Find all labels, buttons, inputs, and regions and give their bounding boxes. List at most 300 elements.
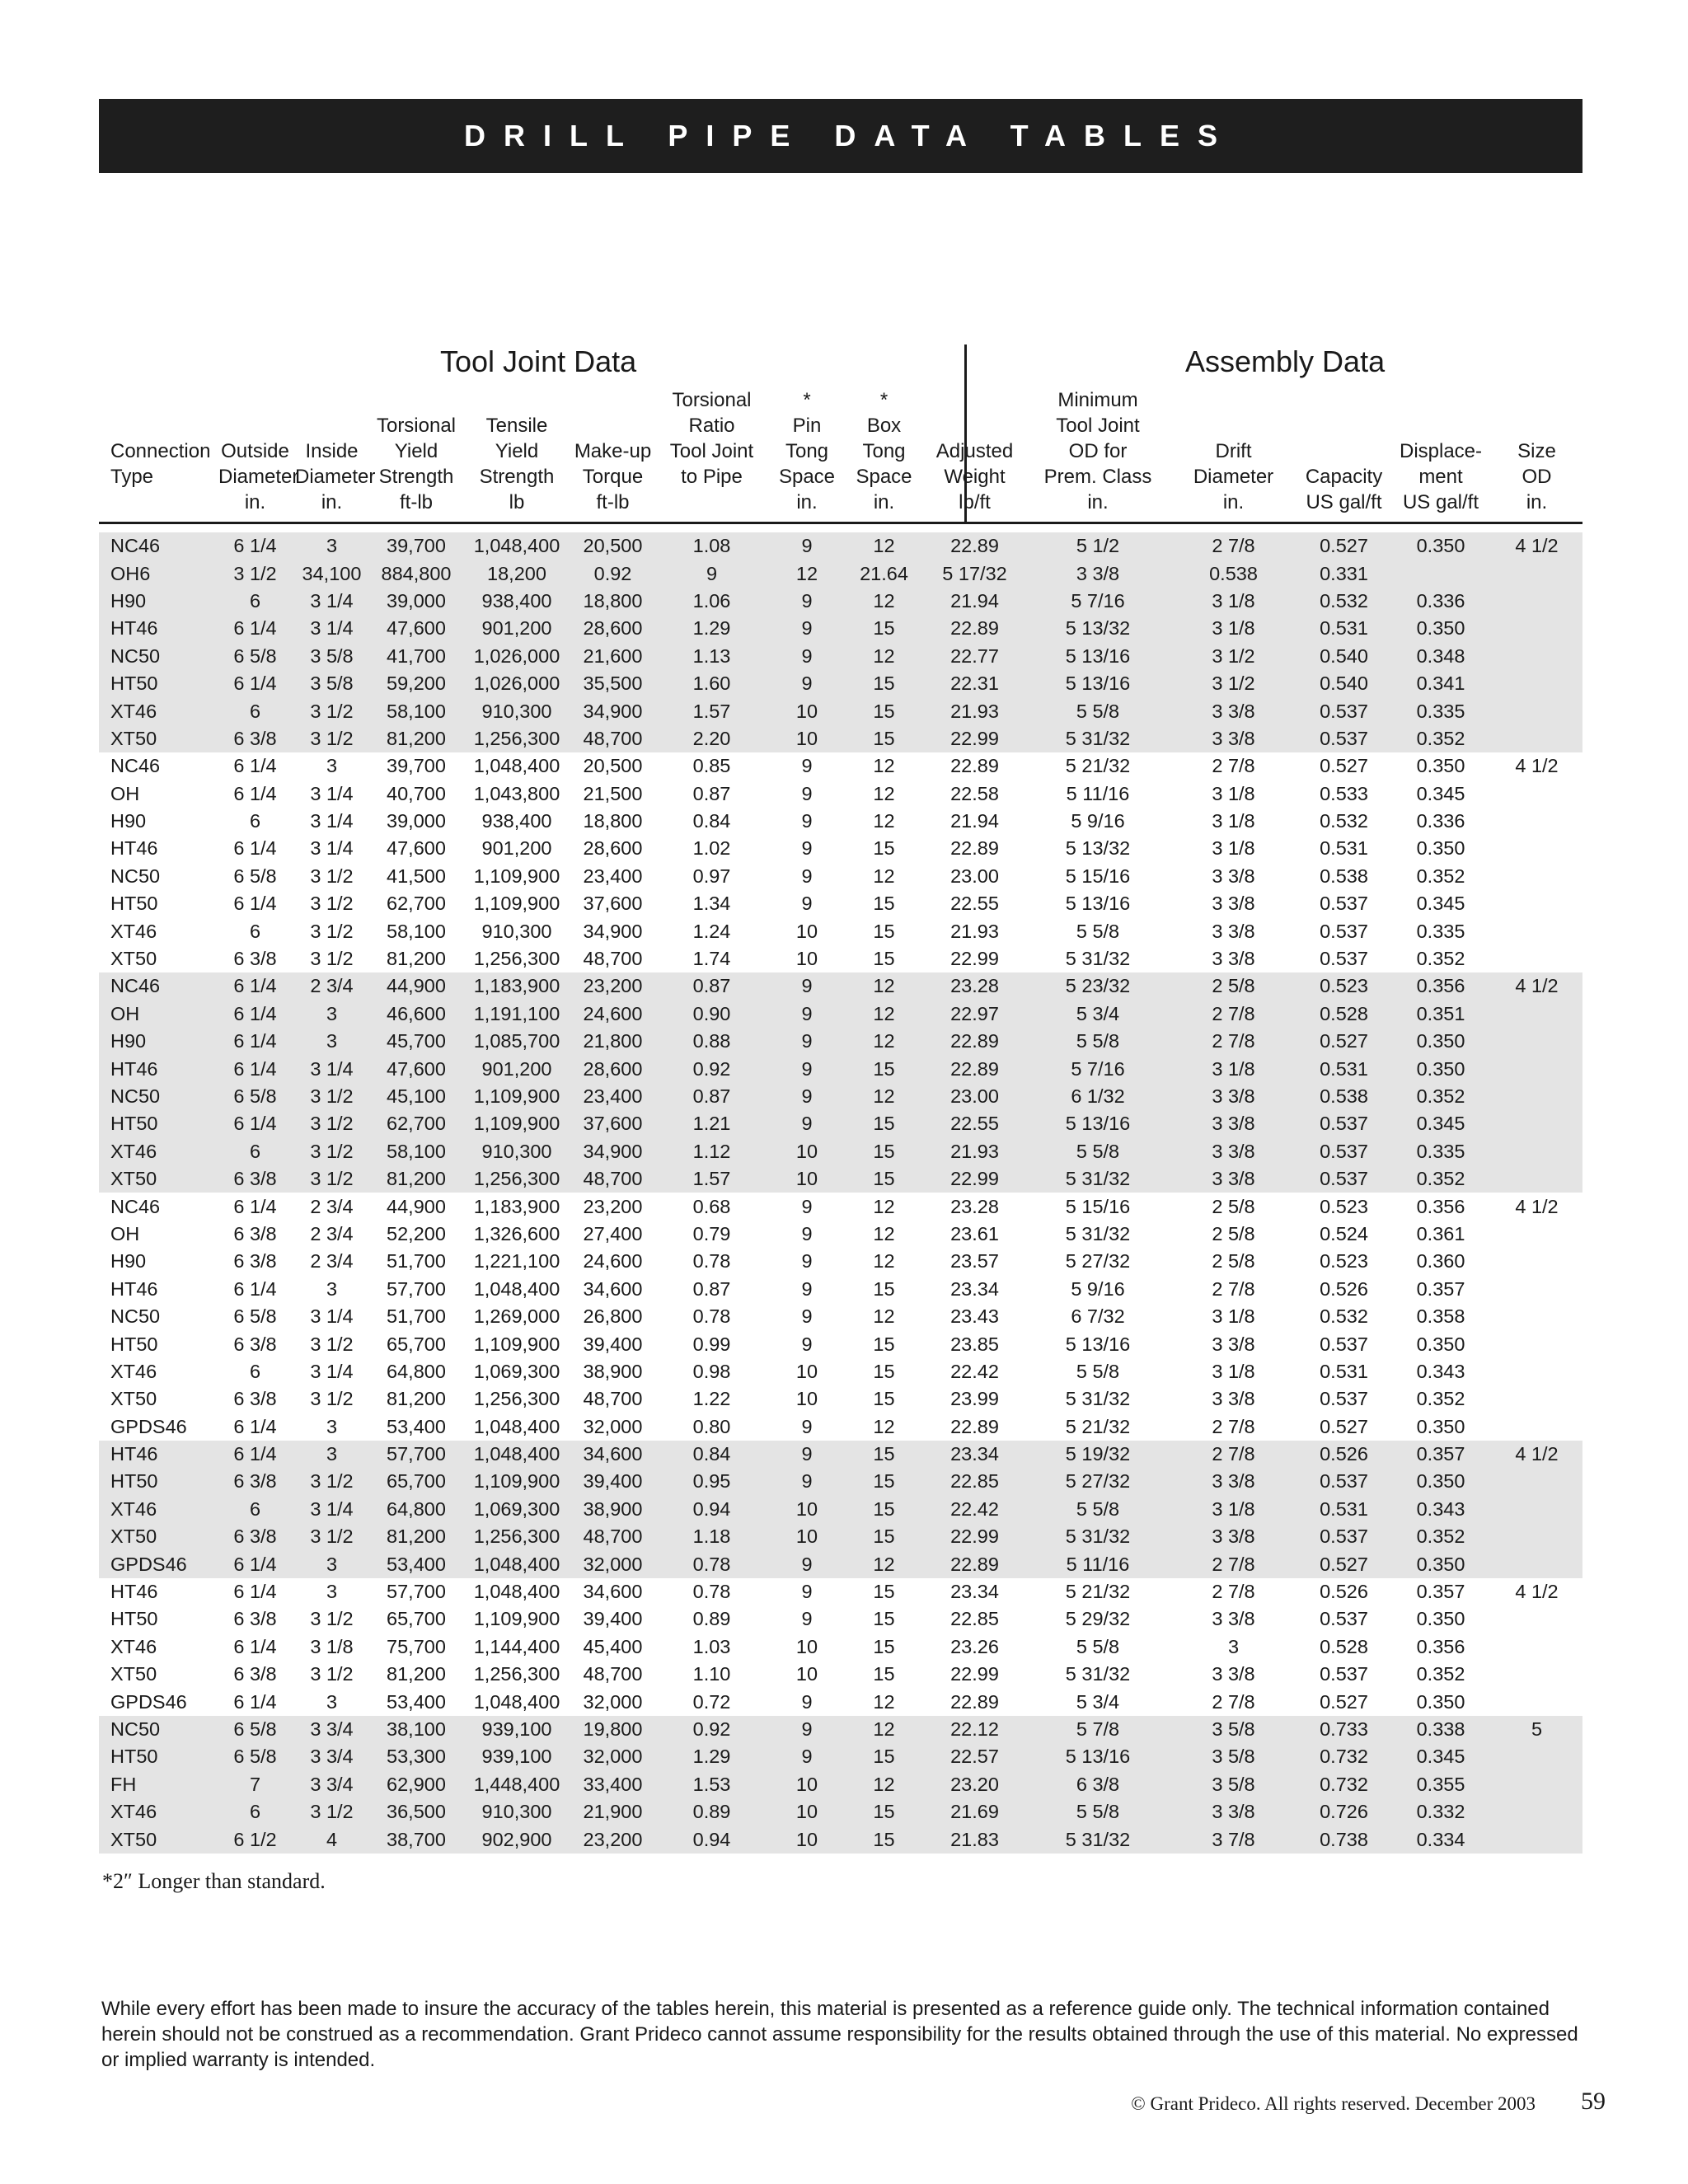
table-cell: 0.92 [571, 560, 654, 587]
table-cell: 10 [795, 1388, 818, 1410]
table-cell [1491, 1001, 1582, 1028]
table-cell: 0.336 [1390, 588, 1491, 615]
table-cell: 23.26 [950, 1635, 999, 1657]
table-cell: 0.540 [1297, 670, 1390, 697]
column-header-line: Tool Joint [669, 440, 754, 462]
table-cell: 0.331 [1297, 560, 1390, 587]
table-cell: 9 [769, 588, 845, 615]
table-row [99, 1441, 1582, 1468]
table-cell: 39,700 [370, 532, 462, 560]
column-header-line: in. [1222, 491, 1245, 513]
table-cell: 9 [801, 1581, 813, 1603]
table-cell: 47,600 [387, 837, 446, 860]
column-header-line [1299, 438, 1389, 464]
table-cell [1491, 1798, 1582, 1825]
table-cell: 6 1/4 [217, 1028, 293, 1055]
column-header-line: Space [856, 466, 912, 488]
table-cell: 81,200 [370, 1523, 462, 1550]
table-cell: 5 13/16 [1026, 670, 1170, 697]
table-row [99, 615, 1582, 642]
table-cell: 5 19/32 [1026, 1441, 1170, 1468]
table-cell: 1.12 [654, 1138, 769, 1165]
table-cell: 48,700 [583, 1388, 643, 1410]
table-cell: 22.99 [950, 1663, 999, 1685]
group-headers [99, 344, 1582, 394]
table-cell: HT50 [110, 1333, 158, 1355]
table-cell: 3 3/8 [1170, 1165, 1297, 1193]
table-cell: 34,600 [571, 1441, 654, 1468]
column-header-line: Outside [221, 440, 289, 462]
table-cell: 6 1/4 [233, 1690, 277, 1713]
column-header-line: OD for [1068, 440, 1128, 462]
table-cell: 0.98 [692, 1360, 731, 1382]
table-cell: 3 3/8 [1212, 1388, 1255, 1410]
table-cell: 28,600 [571, 1055, 654, 1082]
table-cell: 18,200 [462, 560, 571, 587]
table-cell: 39,000 [370, 588, 462, 615]
column-header [293, 387, 376, 523]
table-cell: 0.97 [692, 865, 731, 887]
table-cell: 0.538 [1320, 865, 1368, 887]
table-cell: 3 1/2 [310, 1663, 354, 1685]
page-number: 59 [1581, 2088, 1606, 2115]
table-cell: 32,000 [571, 1743, 654, 1770]
table-cell [1491, 1771, 1582, 1798]
table-cell [1491, 1688, 1582, 1715]
table-cell: 47,600 [370, 615, 462, 642]
table-cell: 5 13/16 [1026, 1110, 1170, 1137]
table-cell: 39,400 [583, 1608, 643, 1630]
table-cell: 0.92 [654, 1055, 769, 1082]
table-cell: 0.532 [1297, 588, 1390, 615]
table-cell: 1.10 [692, 1663, 731, 1685]
column-header-line: in. [873, 491, 895, 513]
table-cell [1491, 945, 1582, 972]
table-cell: 10 [769, 1138, 845, 1165]
column-header-line [1171, 387, 1296, 413]
table-cell: 0.87 [654, 972, 769, 1000]
table-cell: 3 1/2 [293, 1798, 370, 1825]
table-cell: 32,000 [583, 1690, 643, 1713]
table-cell: OH6 [99, 560, 217, 587]
table-cell: 5 9/16 [1071, 1277, 1125, 1300]
table-cell: 4 1/2 [1491, 532, 1582, 560]
table-cell: 0.84 [692, 810, 731, 832]
table-cell: 24,600 [571, 1001, 654, 1028]
table-cell: 6 3/8 [217, 1468, 293, 1495]
table-cell: 9 [769, 1001, 845, 1028]
table-cell: 5 21/32 [1065, 1415, 1131, 1437]
table-cell: 3 1/4 [293, 615, 370, 642]
table-cell [1491, 1110, 1582, 1137]
table-row [99, 1798, 1582, 1825]
table-cell: 0.332 [1390, 1798, 1491, 1825]
table-cell: 0.350 [1390, 1468, 1491, 1495]
table-cell: 3 5/8 [1170, 1771, 1297, 1798]
table-cell: 45,100 [370, 1083, 462, 1110]
table-row [99, 1083, 1582, 1110]
table-cell: 22.99 [923, 725, 1026, 752]
table-cell: 48,700 [571, 1523, 654, 1550]
table-cell [1491, 1523, 1582, 1550]
table-cell: 12 [873, 782, 895, 804]
table-cell: 10 [769, 1798, 845, 1825]
table-cell: 12 [845, 972, 923, 1000]
table-cell [1491, 890, 1582, 917]
table-cell: 38,700 [370, 1825, 462, 1853]
table-cell: 12 [873, 1250, 895, 1272]
table-cell: HT46 [110, 837, 158, 860]
table-cell: 4 1/2 [1515, 1195, 1559, 1217]
table-cell [1491, 643, 1582, 670]
table-row [99, 1633, 1582, 1661]
table-cell: 20,500 [571, 532, 654, 560]
table-cell: 5 31/32 [1026, 1523, 1170, 1550]
table-cell: 1,109,900 [462, 1468, 571, 1495]
table-cell: 0.537 [1320, 1608, 1368, 1630]
table-cell: 9 [801, 1608, 813, 1630]
table-cell: 6 1/4 [233, 837, 277, 860]
table-cell [1491, 588, 1582, 615]
table-cell: 3 3/8 [1170, 725, 1297, 752]
table-cell: 48,700 [571, 1165, 654, 1193]
table-cell: 1.22 [692, 1388, 731, 1410]
table-cell: H90 [99, 1028, 217, 1055]
table-cell: XT46 [110, 1360, 157, 1382]
table-row [99, 1578, 1582, 1605]
table-cell: 3 1/2 [1170, 670, 1297, 697]
table-cell: 39,400 [571, 1468, 654, 1495]
table-cell: 23.99 [950, 1388, 999, 1410]
drill-pipe-data-table [99, 387, 1582, 1854]
table-cell [1491, 1550, 1582, 1577]
table-row [99, 1661, 1582, 1688]
table-cell: 4 1/2 [1515, 1581, 1559, 1603]
table-cell: 10 [769, 1771, 845, 1798]
table-cell: 5 21/32 [1065, 1581, 1131, 1603]
column-header-line: Drift [1215, 440, 1252, 462]
table-cell: 10 [769, 725, 845, 752]
table-cell: 18,800 [571, 588, 654, 615]
column-header-line: Tool Joint [1056, 415, 1140, 437]
table-cell: 6 1/2 [217, 1825, 293, 1853]
table-cell: 3 1/4 [310, 1305, 354, 1328]
column-header-line: in. [1526, 491, 1548, 513]
table-cell: 37,600 [571, 1110, 654, 1137]
table-cell [1390, 560, 1491, 587]
table-cell: 34,900 [583, 920, 643, 942]
column-header-line: Strength [378, 466, 454, 488]
column-header-line: Strength [479, 466, 555, 488]
table-cell: 64,800 [370, 1496, 462, 1523]
table-cell: 22.42 [950, 1360, 999, 1382]
table-cell: 57,700 [387, 1277, 446, 1300]
table-cell: NC46 [110, 1195, 161, 1217]
table-cell: 6 1/4 [233, 1195, 277, 1217]
table-cell: 12 [845, 1771, 923, 1798]
table-cell: 0.343 [1390, 1496, 1491, 1523]
table-cell: 6 1/4 [217, 532, 293, 560]
table-cell: 5 11/16 [1026, 1550, 1170, 1577]
table-cell: 9 [769, 532, 845, 560]
table-cell: 37,600 [583, 893, 643, 915]
table-cell: 5 9/16 [1071, 810, 1125, 832]
table-cell: 4 1/2 [1491, 1441, 1582, 1468]
table-cell: 910,300 [462, 1138, 571, 1165]
table-cell: 1,144,400 [473, 1635, 560, 1657]
table-cell: 15 [845, 697, 923, 724]
table-cell: 3 1/2 [310, 1333, 354, 1355]
table-cell: 15 [845, 615, 923, 642]
table-row [99, 945, 1582, 972]
column-header-line [573, 413, 653, 438]
table-cell: 0.528 [1320, 1635, 1368, 1657]
table-cell: 901,200 [481, 837, 552, 860]
column-header [923, 387, 1026, 523]
table-cell: 6 3/8 [233, 1333, 277, 1355]
table-cell: 34,900 [571, 1138, 654, 1165]
table-cell: 3 1/4 [310, 782, 354, 804]
table-cell: 1,109,900 [473, 865, 560, 887]
table-cell: 3 1/8 [310, 1635, 354, 1657]
column-header-line: lb [509, 491, 525, 513]
table-row [99, 1330, 1582, 1357]
table-cell: 7 [217, 1771, 293, 1798]
table-cell: 3 5/8 [293, 643, 370, 670]
table-cell: 3 [293, 1550, 370, 1577]
table-cell: 53,400 [387, 1415, 446, 1437]
table-cell: 2 7/8 [1170, 1550, 1297, 1577]
table-cell: XT50 [99, 1825, 217, 1853]
table-cell: HT50 [110, 1608, 158, 1630]
table-cell: XT46 [99, 1798, 217, 1825]
table-cell: XT46 [110, 1635, 157, 1657]
table-cell: 0.79 [692, 1222, 731, 1244]
table-row [99, 835, 1582, 862]
table-row [99, 917, 1582, 944]
table-cell: 6 5/8 [217, 1743, 293, 1770]
column-header-line: Inside [305, 440, 359, 462]
table-cell: 6 3/8 [233, 948, 277, 970]
table-cell: 6 [217, 1496, 293, 1523]
table-cell: 3 1/8 [1170, 1496, 1297, 1523]
table-cell: 1.74 [692, 948, 731, 970]
table-cell: 48,700 [583, 1663, 643, 1685]
table-cell: 5 13/32 [1065, 837, 1131, 860]
table-cell: 5 31/32 [1065, 1222, 1131, 1244]
table-cell: 23.20 [923, 1771, 1026, 1798]
copyright: © Grant Prideco. All rights reserved. December 2003 [1131, 2093, 1536, 2114]
table-cell: 9 [801, 837, 813, 860]
table-cell: 5 11/16 [1066, 782, 1130, 804]
table-cell: 5 5/8 [1026, 1028, 1170, 1055]
column-header-line: Tong [785, 440, 829, 462]
table-cell: 0.528 [1297, 1001, 1390, 1028]
table-cell: 53,300 [370, 1743, 462, 1770]
table-row [99, 808, 1582, 835]
table-cell: 0.732 [1297, 1743, 1390, 1770]
table-cell: 2 7/8 [1170, 1001, 1297, 1028]
table-cell: 0.537 [1320, 920, 1368, 942]
table-cell: 0.85 [692, 755, 731, 777]
column-header-line: in. [796, 491, 818, 513]
table-cell: 6 1/4 [217, 1055, 293, 1082]
table-cell: 23.00 [923, 1083, 1026, 1110]
table-cell: 27,400 [583, 1222, 643, 1244]
page-banner [99, 99, 1582, 173]
table-cell: 23.34 [923, 1441, 1026, 1468]
table-cell: 3 3/8 [1170, 1468, 1297, 1495]
table-cell: 81,200 [370, 1165, 462, 1193]
table-cell: 910,300 [481, 920, 552, 942]
table-cell: 1,069,300 [462, 1496, 571, 1523]
table-cell: 5 13/16 [1026, 643, 1170, 670]
table-cell: NC46 [110, 755, 161, 777]
table-cell: HT50 [99, 1743, 217, 1770]
table-cell: 22.89 [950, 1415, 999, 1437]
table-cell: 15 [845, 1055, 923, 1082]
table-row [99, 1716, 1582, 1743]
table-cell: 39,000 [387, 810, 446, 832]
table-cell: 9 [801, 1333, 813, 1355]
table-cell: 12 [845, 532, 923, 560]
table-cell: 0.538 [1297, 1083, 1390, 1110]
table-cell: 1.57 [654, 697, 769, 724]
table-cell [1491, 1633, 1582, 1661]
table-cell: HT50 [99, 1110, 217, 1137]
table-cell: 22.42 [923, 1496, 1026, 1523]
table-cell: 0.358 [1416, 1305, 1465, 1328]
table-cell: 0.356 [1416, 1195, 1465, 1217]
table-cell: HT50 [99, 1468, 217, 1495]
table-cell: 1.18 [654, 1523, 769, 1550]
table-cell: 2 7/8 [1170, 1028, 1297, 1055]
table-cell: 22.57 [923, 1743, 1026, 1770]
table-cell: 23.85 [950, 1333, 999, 1355]
table-cell: 0.351 [1390, 1001, 1491, 1028]
table-cell: 1,109,900 [473, 1608, 560, 1630]
table-cell: 22.99 [923, 1165, 1026, 1193]
table-cell: 22.55 [950, 893, 999, 915]
column-header-line: Diameter [295, 466, 376, 488]
table-cell: 3 1/2 [293, 697, 370, 724]
table-cell: XT46 [99, 697, 217, 724]
table-cell: OH [110, 782, 140, 804]
table-cell: 3 [326, 1581, 338, 1603]
table-row [99, 1358, 1582, 1385]
column-header-line: Torsional [672, 389, 752, 411]
table-cell: 6 3/8 [233, 1250, 277, 1272]
column-header-line: Ratio [688, 415, 735, 437]
table-cell: 3 3/8 [1212, 893, 1255, 915]
table-cell: 3 1/8 [1212, 782, 1255, 804]
table-cell: 6 3/8 [233, 1388, 277, 1410]
table-cell: 6 1/4 [217, 615, 293, 642]
table-cell: 3 1/2 [310, 1608, 354, 1630]
table-cell: 22.89 [923, 1550, 1026, 1577]
table-cell: 81,200 [387, 1388, 446, 1410]
table-cell: 939,100 [462, 1743, 571, 1770]
table-cell: 0.361 [1416, 1222, 1465, 1244]
column-header-line: US gal/ft [1306, 491, 1382, 513]
table-cell: 3 1/4 [310, 1360, 354, 1382]
table-cell: 3 1/2 [310, 1388, 354, 1410]
table-cell: 0.732 [1297, 1771, 1390, 1798]
table-row [99, 1055, 1582, 1082]
table-cell: FH [99, 1771, 217, 1798]
table-cell: 23.57 [950, 1250, 999, 1272]
table-row [99, 1605, 1582, 1633]
table-cell: 0.533 [1320, 782, 1368, 804]
column-header-line [1299, 387, 1389, 413]
table-cell: 0.357 [1416, 1277, 1465, 1300]
table-cell: 0.348 [1390, 643, 1491, 670]
table-cell: 40,700 [387, 782, 446, 804]
table-cell: 5 3/4 [1026, 1001, 1170, 1028]
table-cell: 51,700 [387, 1305, 446, 1328]
table-cell: 12 [845, 1028, 923, 1055]
table-cell: XT46 [110, 920, 157, 942]
table-cell: 1,256,300 [462, 725, 571, 752]
table-cell: 32,000 [571, 1550, 654, 1577]
table-cell: 0.531 [1297, 1055, 1390, 1082]
table-cell: NC46 [99, 972, 217, 1000]
table-cell: HT46 [110, 1581, 158, 1603]
table-cell: 1.53 [654, 1771, 769, 1798]
table-cell: 5 27/32 [1065, 1250, 1131, 1272]
table-cell: 0.338 [1390, 1716, 1491, 1743]
table-cell: 0.88 [654, 1028, 769, 1055]
column-header [571, 387, 654, 523]
table-cell: 910,300 [462, 697, 571, 724]
table-row [99, 560, 1582, 587]
table-cell: 6 1/4 [217, 1001, 293, 1028]
table-cell: 0.87 [692, 782, 731, 804]
table-cell: 0.537 [1297, 725, 1390, 752]
table-cell: 3 [293, 532, 370, 560]
table-cell [1491, 697, 1582, 724]
table-cell: 6 5/8 [233, 865, 277, 887]
table-cell: 0.357 [1390, 1441, 1491, 1468]
table-cell: 1,448,400 [462, 1771, 571, 1798]
table-cell: 22.89 [923, 532, 1026, 560]
table-cell: 21,600 [571, 643, 654, 670]
table-cell: 3 3/8 [1170, 1083, 1297, 1110]
table-row [99, 1496, 1582, 1523]
table-cell: 81,200 [370, 725, 462, 752]
column-header-line [925, 413, 1025, 438]
table-cell: 5 3/4 [1076, 1690, 1120, 1713]
table-cell: 0.350 [1416, 837, 1465, 860]
table-cell: 34,100 [293, 560, 370, 587]
table-cell: 901,200 [462, 1055, 571, 1082]
table-cell: 3 1/2 [310, 948, 354, 970]
table-row [99, 1193, 1582, 1220]
table-cell: 15 [873, 1663, 895, 1685]
column-header-line: Displace- [1399, 440, 1483, 462]
table-cell: NC50 [99, 1716, 217, 1743]
table-cell [1491, 1496, 1582, 1523]
table-cell: 5 31/32 [1026, 1165, 1170, 1193]
table-cell: 9 [769, 1716, 845, 1743]
table-cell: 62,700 [387, 893, 446, 915]
table-cell [1491, 560, 1582, 587]
table-cell: 22.99 [950, 948, 999, 970]
table-cell: XT50 [99, 1523, 217, 1550]
column-header-line: in. [244, 491, 266, 513]
table-cell: 45,700 [370, 1028, 462, 1055]
table-cell: 1,183,900 [473, 1195, 560, 1217]
